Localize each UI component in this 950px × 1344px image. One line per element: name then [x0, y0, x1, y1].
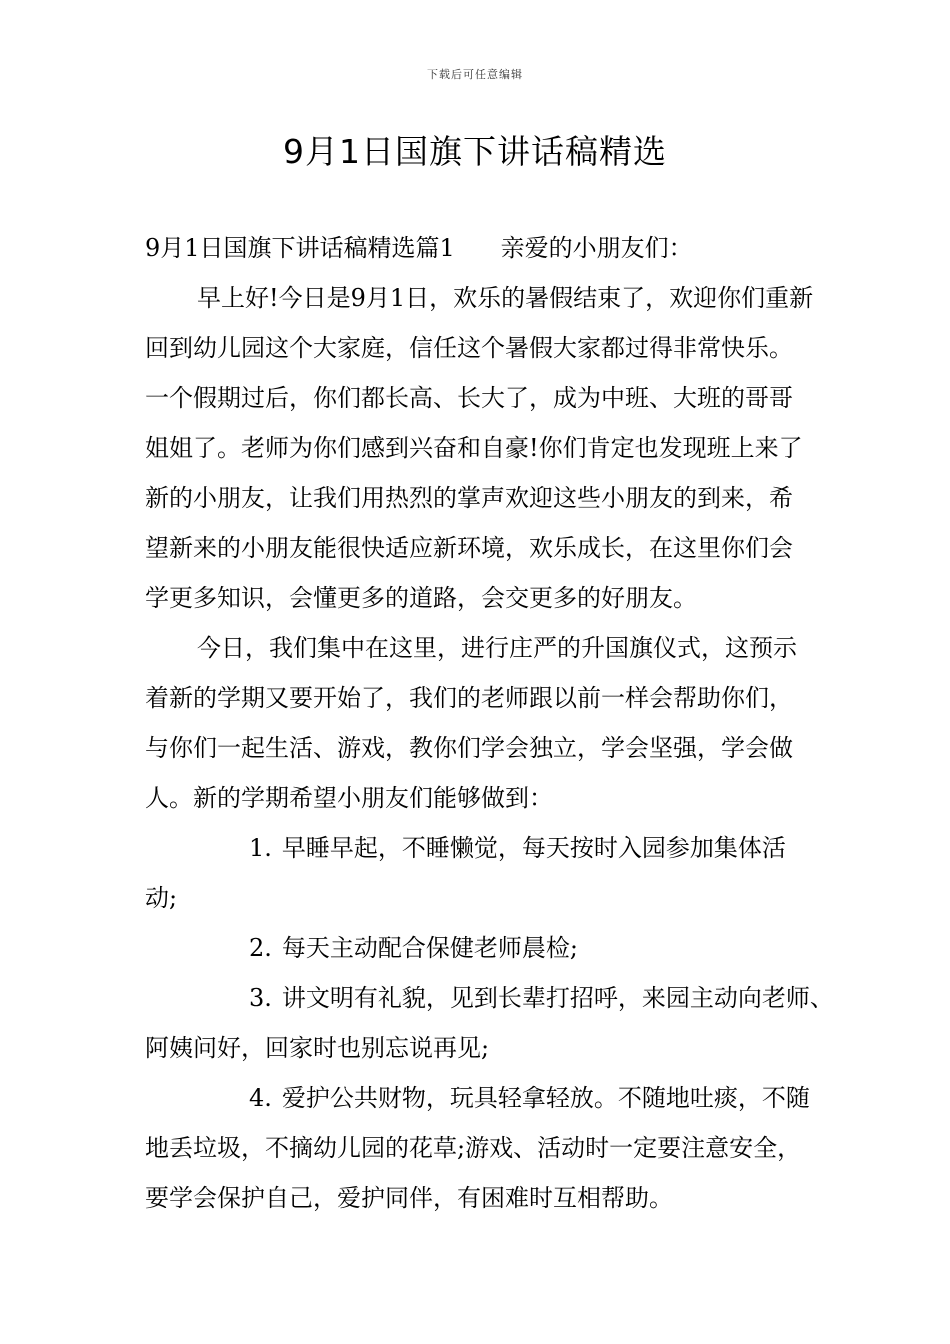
list-text: 讲文明有礼貌，见到长辈打招呼，来园主动向老师、阿姨问好，回家时也别忘说再见;	[145, 984, 834, 1062]
list-text: 每天主动配合保健老师晨检;	[281, 934, 578, 962]
document-body	[145, 223, 834, 1223]
paragraph: 早上好!今日是9月1日，欢乐的暑假结束了，欢迎你们重新回到幼儿园这个大家庭，信任这个暑假大家都过得非常快乐。一个假期过后，你们都长高、长大了，成为中班、大班的哥哥姐姐了。老师为你们感到兴奋和自豪!你们肯定也发现班上来了新的小朋友，让我们用热烈的掌声欢迎这些小朋友的到来，希望新来的小朋友能很快适应新环境，欢乐成长，在这里你们会学更多知识，会懂更多的道路，会交更多的好朋友。	[145, 284, 814, 612]
list-item	[145, 1073, 815, 1223]
intro-line	[145, 223, 815, 273]
list-number: 3.	[249, 984, 272, 1012]
list-number: 4.	[249, 1084, 272, 1112]
salutation: 亲爱的小朋友们：	[500, 234, 693, 262]
list-number: 1.	[249, 834, 272, 862]
header-note: 下载后可任意编辑	[427, 68, 523, 81]
list-text: 早睡早起，不睡懒觉，每天按时入园参加集体活动;	[145, 834, 786, 912]
list-item	[145, 823, 815, 923]
list-item	[145, 923, 815, 973]
page-title: 9月1日国旗下讲话稿精选	[283, 132, 667, 171]
article-subtitle: 9月1日国旗下讲话稿精选篇1	[145, 234, 455, 262]
list-item	[145, 973, 835, 1073]
paragraph: 今日，我们集中在这里，进行庄严的升国旗仪式，这预示着新的学期又要开始了，我们的老师跟以前一样会帮助你们，与你们一起生活、游戏，教你们学会独立，学会坚强，学会做人。新的学期希望小朋友们能够做到：	[145, 634, 797, 812]
list-number: 2.	[249, 934, 272, 962]
list-text: 爱护公共财物，玩具轻拿轻放。不随地吐痰，不随地丢垃圾，不摘幼儿园的花草;游戏、活动时一定要注意安全，要学会保护自己，爱护同伴，有困难时互相帮助。	[145, 1084, 810, 1212]
